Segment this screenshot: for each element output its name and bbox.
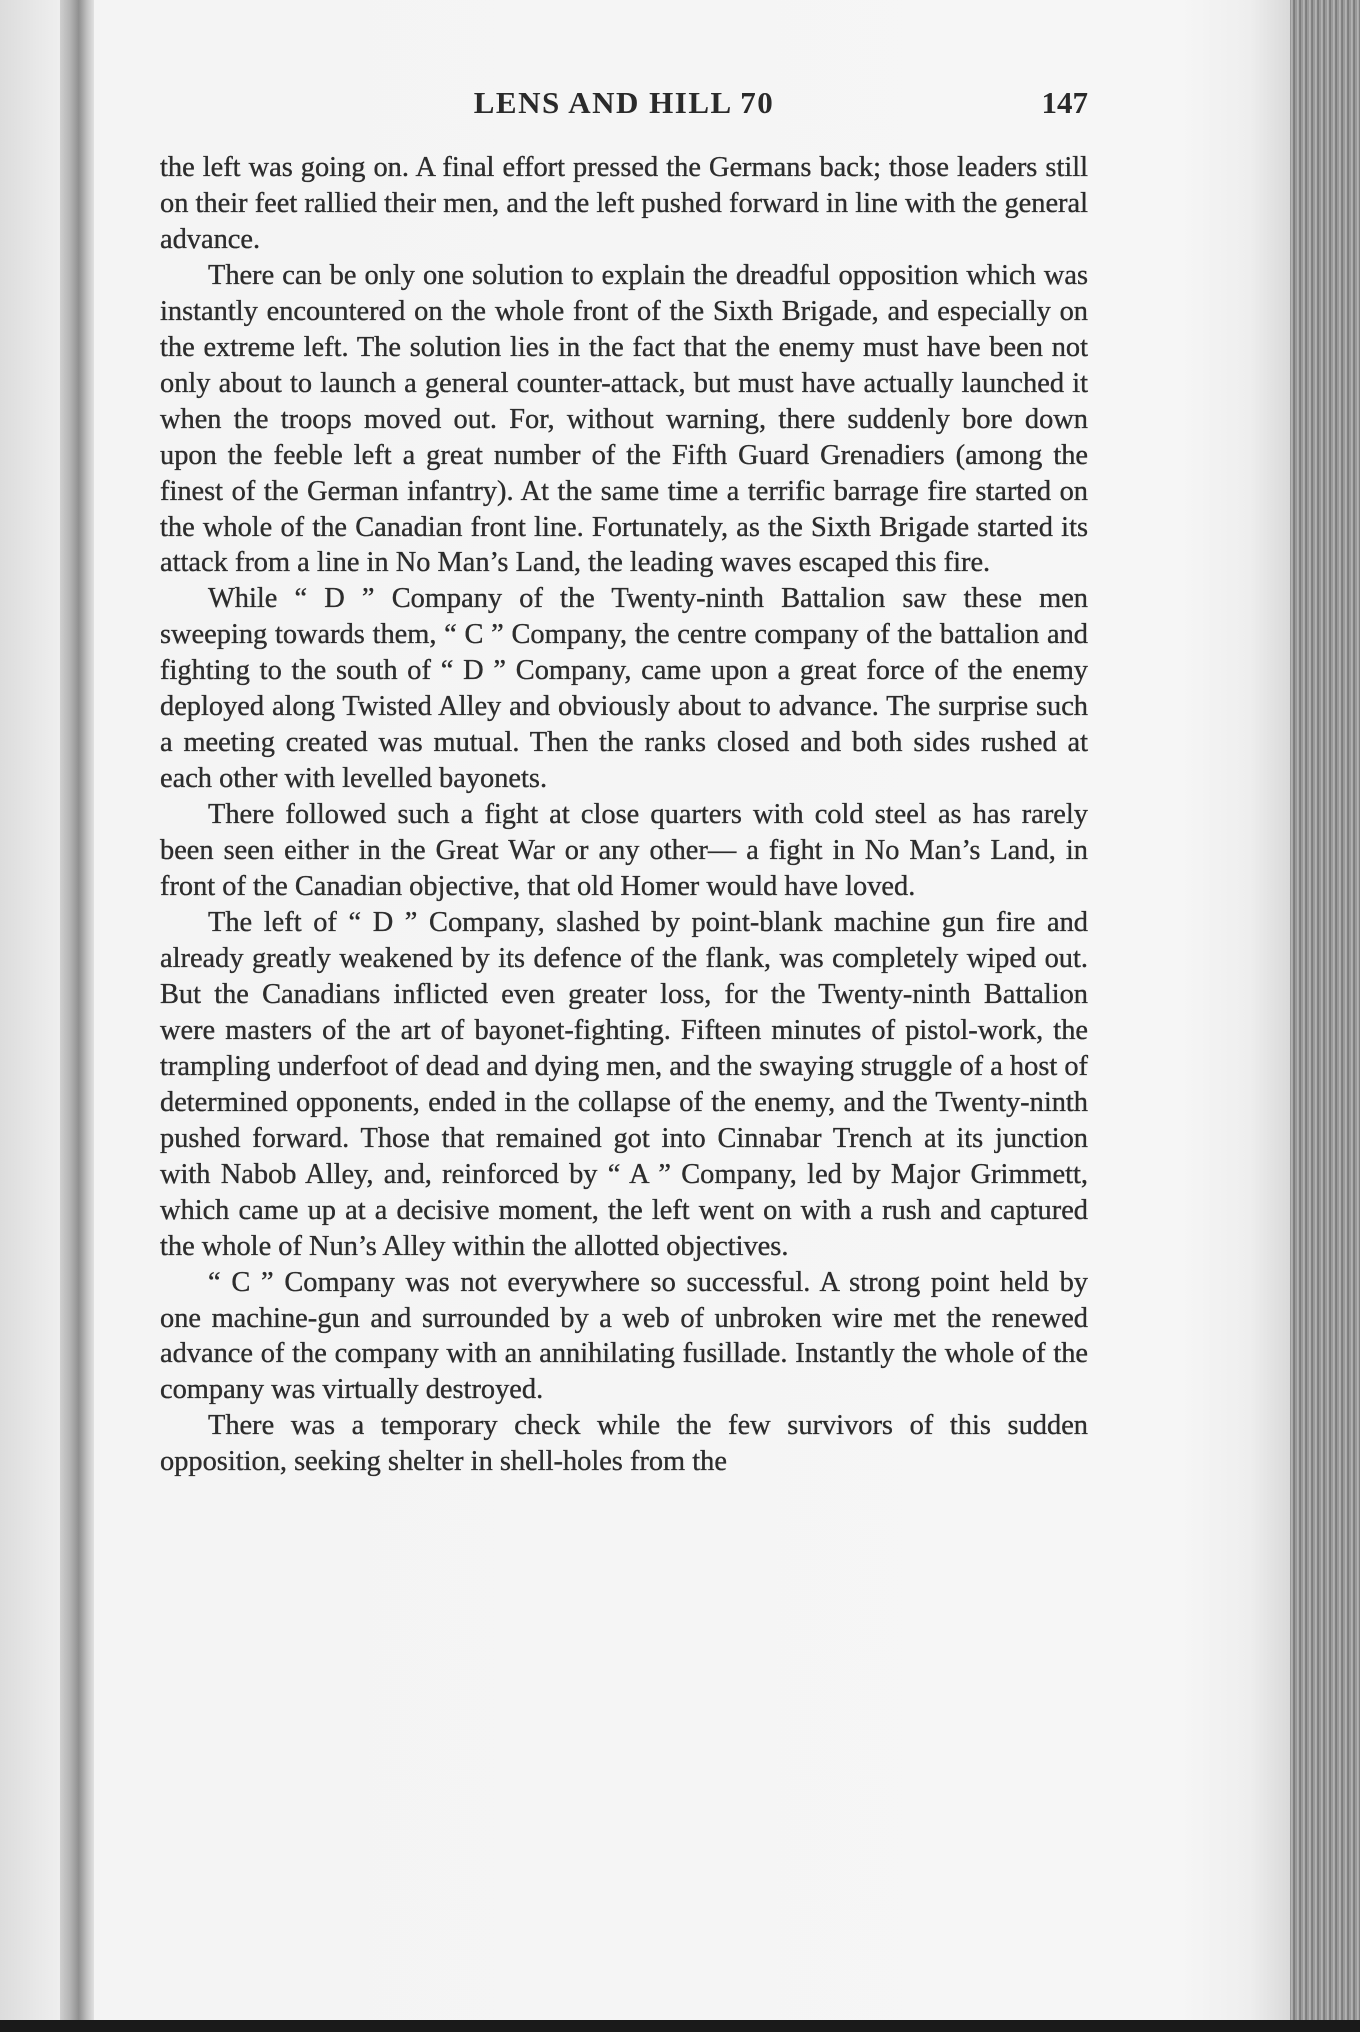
page-edges — [1290, 0, 1360, 2032]
running-head — [160, 78, 1088, 128]
paragraph-6: “ C ” Company was not everywhere so successful. A strong point held by one machine-gun and surrounded by a web of unbroken wire met the renewed advance of the company with an annihilating fusillade. Instantly the whole of the company was virtually destroyed. — [160, 1266, 1088, 1406]
paragraph-4: There followed such a fight at close quarters with cold steel as has rarely been seen either in the Great War or any other— a fight in No Man’s Land, in front of the Canadian objective, that old Homer would have loved. — [160, 799, 1088, 903]
paragraph-5: The left of “ D ” Company, slashed by point-blank machine gun fire and already greatly weakened by its defence of the flank, was completely wiped out. But the Canadians inflicted even greater loss, for the Twenty-ninth Battalion were masters of the art of bayonet-fighting. Fifteen minutes of pistol-work, the trampling underfoot of dead and dying men, and the swaying struggle of a host of determined opponents, ended in the collapse of the enemy, and the Twenty-ninth pushed forward. Those that remained got into Cinnabar Trench at its junction with Nabob Alley, and, reinforced by “ A ” Company, led by Major Grimmett, which came up at a decisive moment, the left went on with a rush and captured the whole of Nun’s Alley within the allotted objectives. — [160, 907, 1089, 1262]
paragraph-3: While “ D ” Company of the Twenty-ninth Battalion saw these men sweeping towards them, “ C ” Company, the centre company of the battalion and fighting to the south of “ D ” Company, came upon a great force of the enemy deployed along Twisted Alley and obviously about to advance. The surprise such a meeting created was mutual. Then the ranks closed and both sides rushed at each other with levelled bayonets. — [160, 583, 1088, 795]
paragraph-2: There can be only one solution to explain the dreadful opposition which was instantly encountered on the whole front of the Sixth Brigade, and especially on the extreme left. The solution lies in the fact that the enemy must have been not only about to launch a general counter-attack, but must have actually launched it when the troops moved out. For, without warning, there suddenly bore down upon the feeble left a great number of the Fifth Guard Grenadiers (among the finest of the German infantry). At the same time a terrific barrage fire started on the whole of the Canadian front line. Fortunately, as the Sixth Brigade started its attack from a line in No Man’s Land, the leading waves escaped this fire. — [160, 259, 1088, 579]
paragraph-7: There was a temporary check while the few survivors of this sudden opposition, seeking shelter in shell-holes from the — [160, 1410, 1088, 1478]
running-head-title: LENS AND HILL 70 — [473, 85, 775, 120]
spine-shadow — [60, 0, 94, 2032]
bottom-band — [0, 2020, 1360, 2032]
page-number: 147 — [1041, 85, 1088, 120]
paragraph-1: the left was going on. A final effort pressed the Germans back; those leaders still on their feet rallied their men, and the left pushed forward in line with the general advance. — [160, 152, 1088, 255]
body-text — [160, 150, 1088, 1480]
